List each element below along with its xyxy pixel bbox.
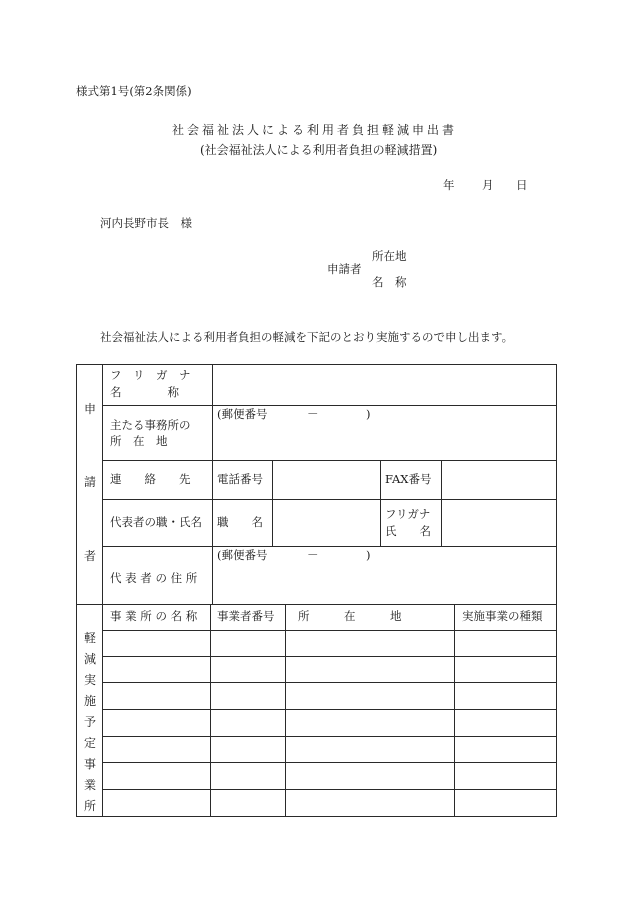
phone-field[interactable] <box>273 461 379 499</box>
fax-label: FAX番号 <box>385 472 432 486</box>
position-label: 職 名 <box>217 515 263 529</box>
facility-table-row[interactable] <box>103 631 555 656</box>
facility-col-header-number: 事業者番号 <box>217 609 275 623</box>
facility-side-char: 減 <box>83 652 96 666</box>
facility-table-row[interactable] <box>103 710 555 736</box>
office-label-line1: 主たる事務所の <box>110 418 191 432</box>
applicant-side-char: 者 <box>83 549 96 563</box>
date-month-label: 月 <box>482 178 494 192</box>
facility-side-char: 業 <box>83 778 96 792</box>
facility-table-row[interactable] <box>103 683 555 709</box>
furigana-label <box>110 370 206 382</box>
applicant-side-char: 申 <box>83 402 96 416</box>
corporation-name-field[interactable] <box>213 365 555 405</box>
applicant-label: 申請者 <box>327 262 362 276</box>
facility-side-char: 定 <box>83 736 96 750</box>
fax-field[interactable] <box>442 461 555 499</box>
section-divider <box>76 604 556 605</box>
declaration-text: 社会福祉法人による利用者負担の軽減を下記のとおり実施するので申し出ます。 <box>100 330 514 344</box>
facility-side-char: 軽 <box>83 631 96 645</box>
rep-postal-dash: － <box>307 548 319 562</box>
facility-col-header-name: 事 業 所 の 名 称 <box>110 609 198 623</box>
row-divider <box>102 405 556 406</box>
form-number: 様式第1号(第2条関係) <box>76 84 192 98</box>
phone-label: 電話番号 <box>217 472 263 486</box>
rep-postal-label: (郵便番号 <box>217 548 268 562</box>
corporation-name-label: 名 称 <box>110 385 179 399</box>
rep-address-field[interactable] <box>213 564 555 603</box>
office-postal-dash: － <box>307 407 319 421</box>
facility-table-row[interactable] <box>103 737 555 762</box>
document-title: 社会福祉法人による利用者負担軽減申出書 <box>172 123 458 137</box>
facility-table-row[interactable] <box>103 657 555 682</box>
office-postal-close: ) <box>366 407 371 421</box>
furigana-label-text: フ リ ガ ナ <box>110 368 191 382</box>
rep-address-label: 代 表 者 の 住 所 <box>110 571 198 585</box>
position-field[interactable] <box>273 500 379 546</box>
facility-side-char: 所 <box>83 799 96 813</box>
addressee: 河内長野市長 様 <box>100 216 192 230</box>
applicant-name-label: 名 称 <box>372 275 407 289</box>
representative-label: 代表者の職・氏名 <box>110 515 202 529</box>
rep-furigana-label: フリガナ <box>385 507 431 521</box>
office-label-line2: 所 在 地 <box>110 434 168 448</box>
office-postal-label: (郵便番号 <box>217 407 268 421</box>
facility-side-char: 予 <box>83 715 96 729</box>
applicant-side-char: 請 <box>83 475 96 489</box>
applicant-address-label: 所在地 <box>372 249 407 263</box>
facility-col-header-address: 所 在 地 <box>298 609 402 623</box>
facility-table-row[interactable] <box>103 763 555 789</box>
document-subtitle: (社会福祉法人による利用者負担の軽減措置) <box>200 143 438 157</box>
table-border-left <box>76 364 77 816</box>
facility-side-char: 実 <box>83 673 96 687</box>
contact-label: 連 絡 先 <box>110 472 191 486</box>
facility-col-header-service: 実施事業の種類 <box>462 609 543 623</box>
facility-side-char: 事 <box>83 757 96 771</box>
application-form-table <box>76 364 556 816</box>
date-year-label: 年 <box>443 178 455 192</box>
rep-name-label: 氏 名 <box>385 524 431 538</box>
date-day-label: 日 <box>516 178 528 192</box>
table-border-bottom <box>76 816 557 817</box>
office-address-field[interactable] <box>213 424 555 459</box>
row-divider <box>102 546 556 547</box>
rep-name-field[interactable] <box>442 500 555 546</box>
facility-table-row[interactable] <box>103 790 555 816</box>
rep-postal-close: ) <box>366 548 371 562</box>
cell-divider <box>380 460 381 546</box>
table-border-right <box>556 364 557 816</box>
facility-side-char: 施 <box>83 694 96 708</box>
